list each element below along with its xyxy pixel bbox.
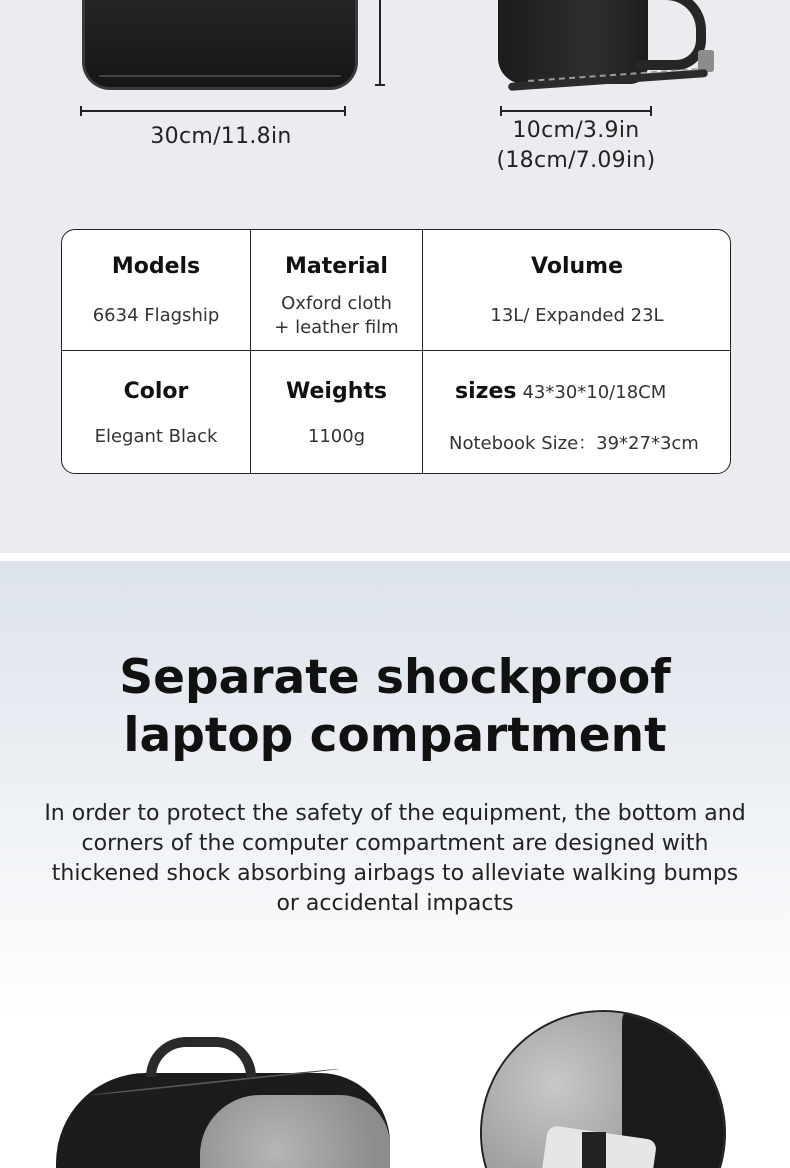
dimensions-section	[0, 0, 790, 553]
spec-sizes-row	[455, 379, 666, 404]
backpack-side-image	[498, 0, 718, 100]
backpack-handle	[146, 1037, 256, 1077]
feature-headline	[0, 649, 790, 765]
zoom-laptop-strap	[582, 1132, 606, 1168]
feature-description: In order to protect the safety of the equipment, the bottom and corners of the computer compartment are designed with thickened shock absorbing airbags to alleviate walking bumps or accidental impacts	[44, 801, 746, 916]
spec-value-color: Elegant Black	[94, 426, 218, 447]
depth-value: 10cm/3.9in	[512, 118, 640, 143]
spec-cell-models	[62, 230, 251, 351]
backpack-open-image	[50, 1035, 396, 1168]
spec-value-volume: 13L/ Expanded 23L	[490, 305, 664, 326]
width-dimension-line	[80, 110, 346, 112]
spec-value-models: 6634 Flagship	[92, 305, 220, 326]
spec-label-sizes: sizes	[455, 379, 517, 404]
spec-value-material	[251, 292, 422, 340]
depth-expanded-value: (18cm/7.09in)	[496, 148, 656, 173]
spec-value-weights: 1100g	[307, 426, 366, 447]
depth-dimension-label	[470, 116, 682, 176]
backpack-shoulder-strap	[636, 0, 706, 70]
spec-value-sizes: 43*30*10/18CM	[522, 382, 667, 403]
spec-value-material-line2: + leather film	[274, 317, 399, 338]
width-dimension-label: 30cm/11.8in	[150, 124, 292, 149]
spec-label-models: Models	[111, 254, 201, 279]
spec-table	[61, 229, 731, 474]
backpack-side-body	[498, 0, 648, 84]
depth-dimension-line	[500, 110, 652, 112]
spec-label-color: Color	[123, 379, 189, 404]
height-dimension-line	[379, 0, 381, 86]
section-divider	[0, 553, 790, 561]
spec-label-material: Material	[285, 254, 388, 279]
backpack-fleece-lining	[200, 1095, 390, 1168]
spec-cell-weights	[251, 351, 423, 474]
spec-value-notebook-size: Notebook Size：39*27*3cm	[449, 433, 699, 454]
spec-value-material-line1: Oxford cloth	[281, 293, 392, 314]
feature-headline-line1: Separate shockproof	[119, 650, 671, 705]
backpack-front-seam	[99, 75, 341, 77]
spec-cell-material	[251, 230, 423, 351]
backpack-front-image	[82, 0, 358, 90]
spec-label-weights: Weights	[286, 379, 387, 404]
feature-section	[0, 561, 790, 1168]
laptop-compartment-zoom-image	[480, 1010, 726, 1168]
feature-headline-line2: laptop compartment	[123, 708, 667, 763]
spec-label-volume: Volume	[531, 254, 623, 279]
spec-cell-volume	[423, 230, 731, 351]
spec-cell-sizes	[423, 351, 731, 474]
spec-cell-color	[62, 351, 251, 474]
